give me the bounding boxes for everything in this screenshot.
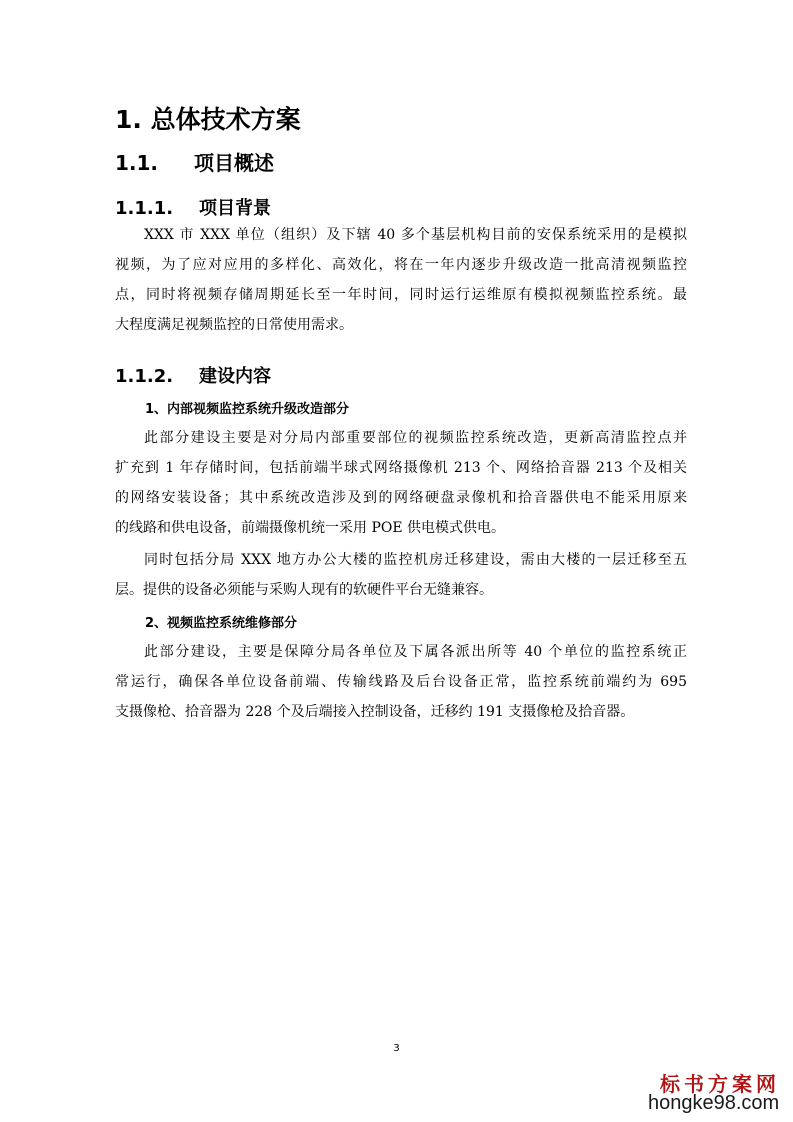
heading-content-number: 1.1.2. xyxy=(115,366,174,387)
paragraph-maintenance xyxy=(115,637,687,727)
watermark-en: hongke98.com xyxy=(648,1092,780,1114)
heading-content-title: 建设内容 xyxy=(199,366,271,387)
watermark-cn: 标书方案网 xyxy=(660,1072,780,1096)
heading-background-title: 项目背景 xyxy=(199,198,271,219)
paragraph-upgrade xyxy=(115,423,687,543)
paragraph-line: 同时包括分局 XXX 地方办公大楼的监控机房迁移建设，需由大楼的一层迁移至五 xyxy=(144,552,687,568)
subheading-upgrade: 1、内部视频监控系统升级改造部分 xyxy=(145,402,350,417)
heading-2-title: 项目概述 xyxy=(193,151,274,175)
paragraph-line: 大程度满足视频监控的日常使用需求。 xyxy=(115,317,353,333)
heading-2-number: 1.1. xyxy=(115,151,159,175)
paragraph-line: XXX 市 XXX 单位（组织）及下辖 40 多个基层机构目前的安保系统采用的是模拟 xyxy=(144,227,687,243)
heading-content xyxy=(115,362,271,388)
paragraph-line: 常运行，确保各单位设备前端、传输线路及后台设备正常，监控系统前端约为 695 xyxy=(115,674,687,690)
paragraph-line: 的线路和供电设备，前端摄像机统一采用 POE 供电模式供电。 xyxy=(115,520,506,536)
paragraph-line: 此部分建设主要是对分局内部重要部位的视频监控系统改造，更新高清监控点并 xyxy=(144,430,687,446)
paragraph-line: 此部分建设，主要是保障分局各单位及下属各派出所等 40 个单位的监控系统正 xyxy=(144,644,687,660)
heading-background-number: 1.1.1. xyxy=(115,198,174,219)
heading-background xyxy=(115,194,271,220)
heading-2 xyxy=(115,147,274,176)
paragraph-line: 扩充到 1 年存储时间，包括前端半球式网络摄像机 213 个、网络拾音器 213 个及相关 xyxy=(115,460,687,476)
page-number: 3 xyxy=(393,1043,400,1054)
paragraph-line: 层。提供的设备必须能与采购人现有的软硬件平台无缝兼容。 xyxy=(115,582,493,598)
paragraph-line: 的网络安装设备；其中系统改造涉及到的网络硬盘录像机和拾音器供电不能采用原来 xyxy=(115,490,687,506)
paragraph-line: 视频，为了应对应用的多样化、高效化，将在一年内逐步升级改造一批高清视频监控 xyxy=(115,257,687,273)
subheading-maintenance: 2、视频监控系统维修部分 xyxy=(145,616,298,631)
heading-1: 1. 总体技术方案 xyxy=(115,105,301,134)
paragraph-line: 点，同时将视频存储周期延长至一年时间，同时运行运维原有模拟视频监控系统。最 xyxy=(115,287,687,303)
paragraph-relocation xyxy=(115,545,687,605)
paragraph-line: 支摄像枪、拾音器为 228 个及后端接入控制设备，迁移约 191 支摄像枪及拾音器。 xyxy=(115,704,635,720)
paragraph-background xyxy=(115,220,687,340)
